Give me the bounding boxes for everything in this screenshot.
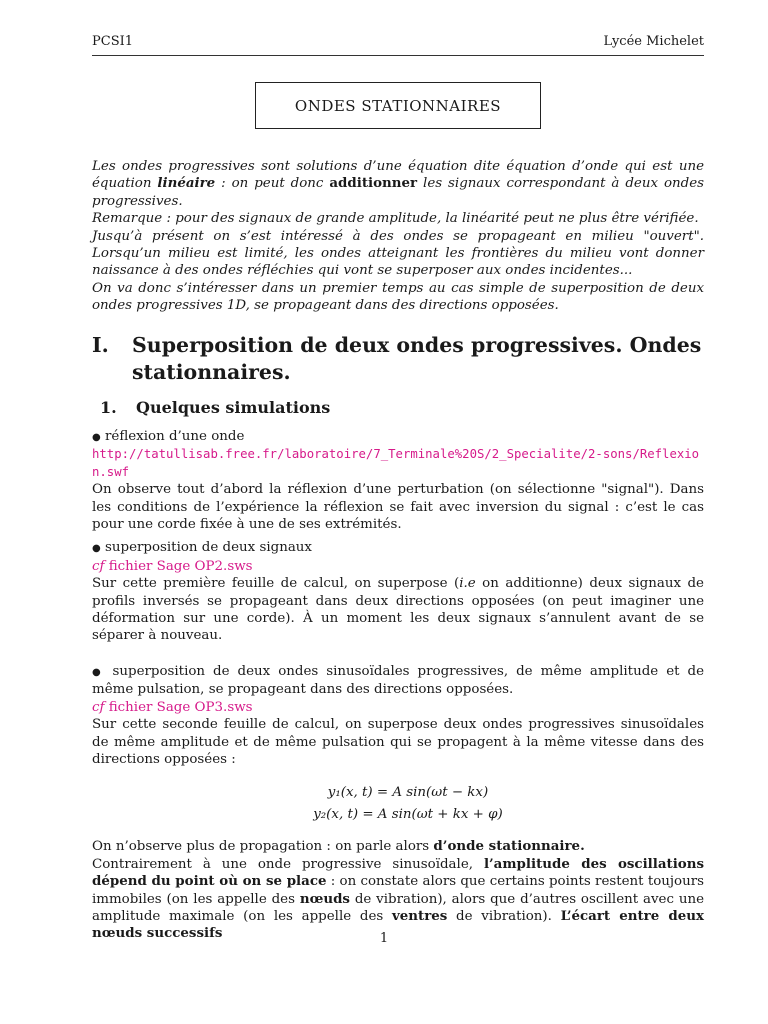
equation-y2: y₂(x, t) = A sin(ωt + kx + φ): [313, 807, 503, 823]
bullet-label: superposition de deux ondes sinusoïdales progressives, de même amplitude et de même pulsation, se propageant dans des directions opposées.: [92, 663, 704, 698]
subsection-number: 1.: [100, 398, 117, 417]
intro-paragraph-4: On va donc s’intéresser dans un premier temps au cas simple de superposition de deux ondes progressives 1D, se propageant dans des directions opposées.: [92, 280, 704, 314]
concl-text: de vibration).: [447, 908, 561, 924]
document-title: ONDES STATIONNAIRES: [294, 96, 502, 115]
bullet-superposition-sinus: [92, 663, 704, 699]
bullet-icon: ●: [92, 543, 101, 555]
intro-paragraph-1: [92, 158, 704, 210]
intro-emph-lineaire: linéaire: [157, 175, 216, 192]
obs-text: On n’observe plus de propagation : on parle alors: [92, 839, 434, 855]
body-block: [92, 428, 704, 943]
reflexion-paragraph: On observe tout d’abord la réflexion d’une perturbation (on sélectionne "signal"). Dans les conditions de l’expérience la réflexion se fait avec inversion du signal : c’est le cas pour une corde fixée à une de ses extrémités.: [92, 482, 704, 533]
section-number: I.: [92, 333, 109, 357]
bullet-icon: ●: [92, 666, 105, 678]
concl-emph: L’écart entre deux nœuds successifs: [92, 907, 704, 942]
observation-paragraph: [92, 838, 704, 855]
bullet-superposition-signaux: [92, 539, 704, 557]
cf-label: cf: [92, 558, 105, 574]
obs-emph: d’onde stationnaire.: [433, 838, 585, 855]
section-heading: [92, 332, 704, 386]
subsection-heading: [100, 398, 330, 417]
subsection-title: Quelques simulations: [136, 398, 331, 417]
intro-remark: Remarque : pour des signaux de grande amplitude, la linéarité peut ne plus être vérifiée.: [92, 211, 699, 227]
equation-y1: y₁(x, t) = A sin(ωt − kx): [327, 785, 489, 801]
header-rule: [92, 55, 704, 56]
reflexion-url-link[interactable]: http://tatullisab.free.fr/laboratoire/7_Terminale%20S/2_Specialite/2-sons/Reflexion.swf: [92, 447, 700, 479]
concl-text: : on constate alors que certains points restent toujours immobiles (on les appelle des: [92, 874, 704, 907]
sage-op2-link[interactable]: [92, 558, 704, 575]
concl-emph: nœuds: [299, 890, 350, 907]
file-label: fichier Sage OP2.sws: [104, 558, 253, 574]
op2-ie: i.e: [459, 576, 476, 592]
concl-emph: l’amplitude des oscillations dépend du point où on se place: [92, 855, 704, 890]
op3-paragraph: Sur cette seconde feuille de calcul, on superpose deux ondes progressives sinusoïdales de même amplitude et de même pulsation qui se propagent à la même vitesse dans des directions opposées :: [92, 717, 704, 767]
intro-text: les signaux correspondant à deux ondes progressives.: [92, 176, 704, 209]
op2-text: Sur cette première feuille de calcul, on superpose (: [92, 576, 460, 592]
equations: [92, 782, 704, 826]
intro-paragraph-3: Jusqu’à présent on s’est intéressé à des ondes se propageant en milieu "ouvert". Lorsqu’un milieu est limité, les ondes atteignant les frontières du milieu vont donner naissance à des ondes réfléchies qui vont se superposer aux ondes incidentes...: [92, 228, 704, 279]
sage-op3-link[interactable]: [92, 699, 704, 716]
intro-emph-additionner: additionner: [329, 175, 418, 192]
bullet-label: superposition de deux signaux: [105, 540, 312, 556]
bullet-label: réflexion d’une onde: [105, 429, 245, 444]
intro-block: [92, 158, 704, 315]
bullet-icon: ●: [92, 432, 101, 443]
concl-text: de vibration), alors que d’autres oscillent avec une amplitude maximale (on les appelle des: [92, 891, 704, 924]
conclusion-paragraph: [92, 856, 704, 943]
document-title-box: [255, 82, 541, 129]
op2-paragraph: [92, 575, 704, 645]
header-left: PCSI1: [92, 34, 134, 49]
file-label: fichier Sage OP3.sws: [104, 699, 253, 715]
bullet-reflexion: [92, 428, 704, 446]
op2-text: on additionne) deux signaux de profils inversés se propageant dans deux directions opposées (on peut imaginer une déformation sur une corde). À un moment les deux signaux s’annulent avant de se séparer à nouveau.: [92, 576, 704, 644]
concl-emph: ventres: [391, 907, 448, 924]
page-number: 1: [379, 931, 389, 946]
section-title: Superposition de deux ondes progressives. Ondes stationnaires.: [132, 333, 702, 384]
cf-label: cf: [92, 699, 105, 715]
intro-text: Les ondes progressives sont solutions d’une équation dite équation d’onde qui est une équation: [92, 159, 704, 192]
concl-text: Contrairement à une onde progressive sinusoïdale,: [92, 856, 484, 872]
header-right: Lycée Michelet: [603, 34, 704, 49]
intro-text: : on peut donc: [215, 176, 330, 192]
